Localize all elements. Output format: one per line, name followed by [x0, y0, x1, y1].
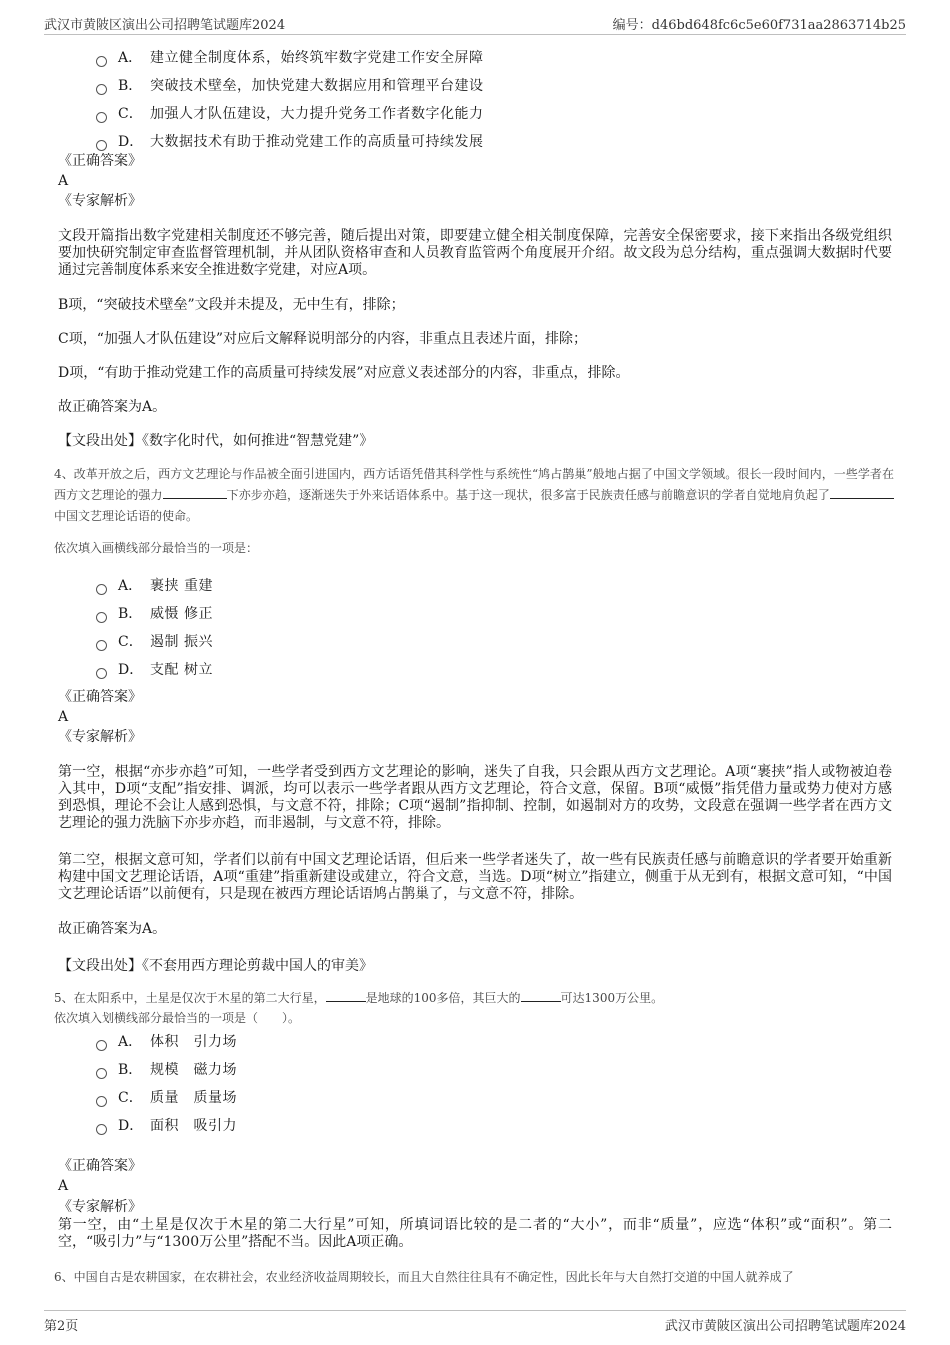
q4-option-d[interactable]: D． 支配 树立	[96, 655, 213, 683]
page-footer	[44, 1310, 906, 1333]
q4-stem: 4、改革开放之后，西方文艺理论与作品被全面引进国内，西方话语凭借其科学性与系统性“鸠占鹊巢”般地占据了中国文学领域。很长一段时间内，一些学者在西方文艺理论的强力 下亦步亦趋，逐渐迷失于外来话语体系中。基于这一现状，很多富于民族责任感与前瞻意识的学者自觉地肩负起了中国文艺理论话语的使命。	[54, 467, 894, 523]
q4-analysis-para-2: 第二空，根据文意可知，学者们以前有中国文艺理论话语，但后来一些学者迷失了，故一些有民族责任感与前瞻意识的学者要开始重新构建中国文艺理论话语，A项“重建”指重新建设或建立，符合文意，当选。D项“树立”指建立，侧重于从无到有，根据文意可知，“中国文艺理论话语”以前便有，只是现在被西方理论话语鸠占鹊巢了，与文意不符，排除。	[58, 852, 892, 902]
q5-answer-label: 《正确答案》	[58, 1158, 142, 1174]
q3-analysis-para-1: 文段开篇指出数字党建相关制度还不够完善，随后提出对策，即要建立健全相关制度保障，完善安全保密要求，接下来指出各级党组织要加快研究制定审查监督管理机制，并从团队资格审查和人员教育监管两个角度展开介绍。故文段为总分结构，重点强调大数据时代要通过完善制度体系来安全推进数字党建，对应A项。	[58, 228, 892, 278]
q4-option-a[interactable]: A． 裹挟 重建	[96, 571, 213, 599]
header-title: 武汉市黄陂区演出公司招聘笔试题库2024	[44, 18, 286, 33]
radio-icon[interactable]	[96, 84, 107, 95]
q4-options	[96, 571, 213, 683]
q3-answer: A	[58, 173, 69, 189]
radio-icon[interactable]	[96, 56, 107, 67]
q5-option-b[interactable]: B． 规模 磁力场	[96, 1055, 237, 1083]
blank-line	[521, 989, 561, 1002]
q5-option-c[interactable]: C． 质量 质量场	[96, 1083, 237, 1111]
q5-prompt: 依次填入划横线部分最恰当的一项是（ ）。	[54, 1011, 301, 1025]
radio-icon[interactable]	[96, 612, 107, 623]
q3-option-a[interactable]: A． 建立健全制度体系，始终筑牢数字党建工作安全屏障	[96, 43, 484, 71]
q4-analysis-label: 《专家解析》	[58, 729, 142, 745]
q4-analysis-para-3: 故正确答案为A。	[58, 921, 167, 937]
q3-answer-label: 《正确答案》	[58, 153, 142, 169]
blank-line	[830, 486, 894, 499]
q3-option-c[interactable]: C． 加强人才队伍建设，大力提升党务工作者数字化能力	[96, 99, 484, 127]
radio-icon[interactable]	[96, 584, 107, 595]
radio-icon[interactable]	[96, 1124, 107, 1135]
q3-source: 【文段出处】《数字化时代，如何推进“智慧党建”》	[58, 433, 374, 449]
q4-option-c[interactable]: C． 遏制 振兴	[96, 627, 213, 655]
q5-analysis: 第一空，由“土星是仅次于木星的第二大行星”可知，所填词语比较的是二者的“大小”，而非“质量”，应选“体积”或“面积”。第二空，“吸引力”与“1300万公里”搭配不当。因此A项正确。	[58, 1217, 892, 1250]
q4-option-b[interactable]: B． 威慑 修正	[96, 599, 213, 627]
q5-option-d[interactable]: D． 面积 吸引力	[96, 1111, 237, 1139]
page-header	[44, 12, 906, 35]
radio-icon[interactable]	[96, 1040, 107, 1051]
q4-source: 【文段出处】《不套用西方理论剪裁中国人的审美》	[58, 958, 373, 974]
q5-answer: A	[58, 1178, 69, 1194]
page-number: 第2页	[44, 1319, 79, 1334]
radio-icon[interactable]	[96, 140, 107, 151]
q3-option-b[interactable]: B． 突破技术壁垒，加快党建大数据应用和管理平台建设	[96, 71, 484, 99]
radio-icon[interactable]	[96, 640, 107, 651]
q3-analysis-para-5: 故正确答案为A。	[58, 399, 167, 415]
q5-options	[96, 1027, 237, 1139]
q3-options	[96, 43, 484, 155]
q3-option-d[interactable]: D． 大数据技术有助于推动党建工作的高质量可持续发展	[96, 127, 484, 155]
q5-analysis-label: 《专家解析》	[58, 1199, 142, 1215]
footer-title: 武汉市黄陂区演出公司招聘笔试题库2024	[664, 1319, 906, 1334]
q5-option-a[interactable]: A． 体积 引力场	[96, 1027, 237, 1055]
radio-icon[interactable]	[96, 112, 107, 123]
q5-stem: 5、在太阳系中，土星是仅次于木星的第二大行星， 是地球的100多倍，其巨大的 可达1300万公里。	[54, 991, 664, 1005]
header-doc-id: 编号：d46bd648fc6c5e60f731aa2863714b25	[612, 18, 906, 33]
q4-answer: A	[58, 709, 69, 725]
radio-icon[interactable]	[96, 1096, 107, 1107]
q3-analysis-para-4: D项，“有助于推动党建工作的高质量可持续发展”对应意义表述部分的内容，非重点，排除。	[58, 365, 630, 381]
q3-analysis-para-3: C项，“加强人才队伍建设”对应后文解释说明部分的内容，非重点且表述片面，排除；	[58, 331, 588, 347]
q3-analysis-label: 《专家解析》	[58, 193, 142, 209]
q4-answer-label: 《正确答案》	[58, 689, 142, 705]
q3-analysis-para-2: B项，“突破技术壁垒”文段并未提及，无中生有，排除；	[58, 297, 405, 313]
q6-stem: 6、中国自古是农耕国家，在农耕社会，农业经济收益周期较长，而且大自然往往具有不确定性，因此长年与大自然打交道的中国人就养成了	[54, 1270, 794, 1284]
radio-icon[interactable]	[96, 1068, 107, 1079]
radio-icon[interactable]	[96, 668, 107, 679]
q4-analysis-para-1: 第一空，根据“亦步亦趋”可知，一些学者受到西方文艺理论的影响，迷失了自我，只会跟从西方文艺理论。A项“裹挟”指人或物被迫卷入其中，D项“支配”指安排、调派，均可以表示一些学者跟从西方文艺理论，符合文意，保留。B项“威慑”指凭借力量或势力使对方感到恐惧，理论不会让人感到恐惧，与文意不符，排除；C项“遏制”指抑制、控制，如遏制对方的攻势，文段意在强调一些学者在西方文艺理论的强力洗脑下亦步亦趋，而非遏制，与文意不符，排除。	[58, 764, 892, 831]
blank-line	[163, 486, 227, 499]
blank-line	[326, 989, 366, 1002]
q4-prompt: 依次填入画横线部分最恰当的一项是：	[54, 541, 259, 555]
